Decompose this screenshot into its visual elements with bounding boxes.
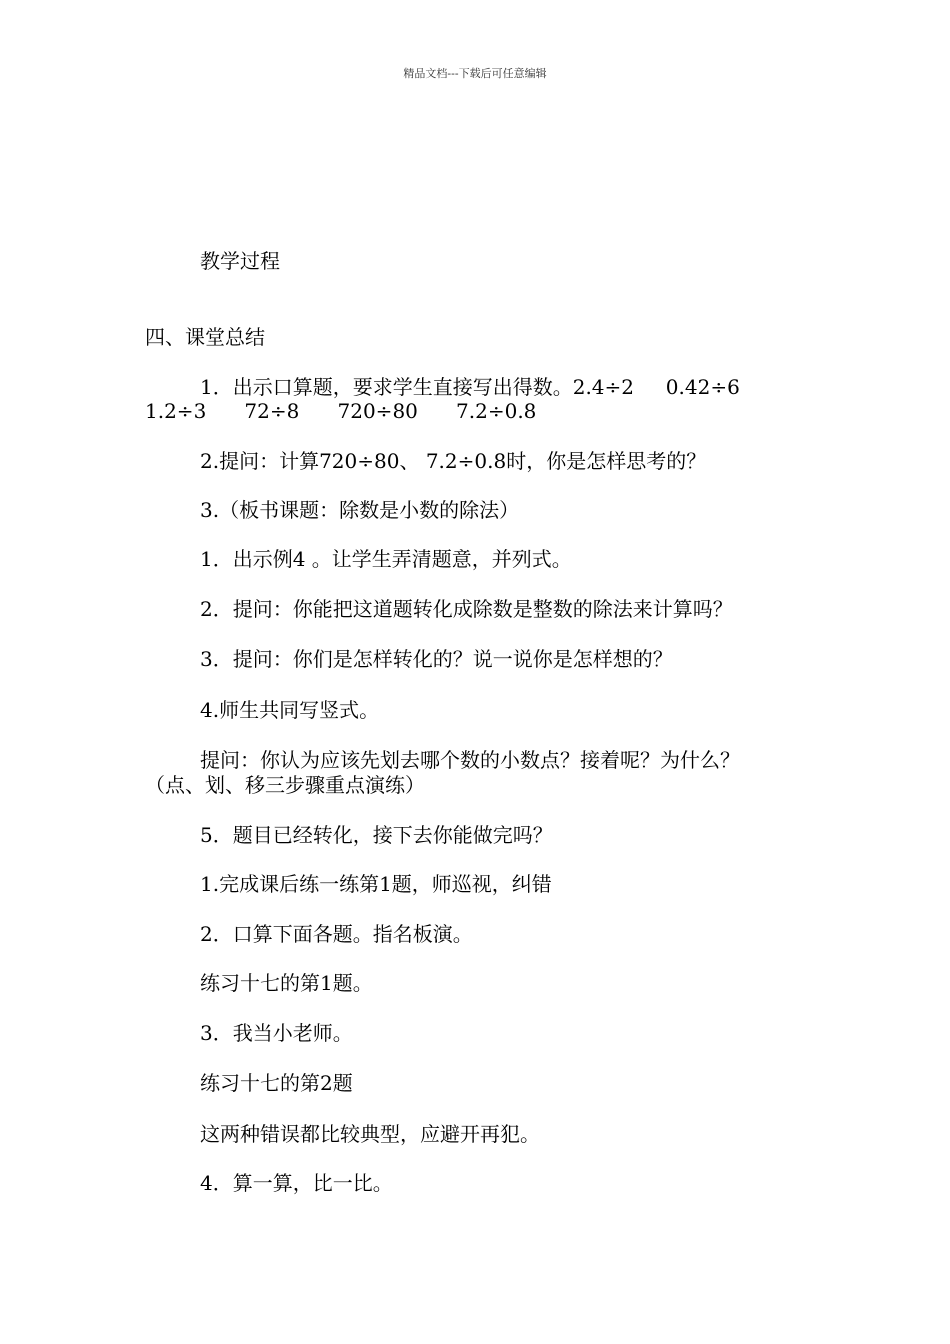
paragraph-line: 4.师生共同写竖式。 (200, 698, 380, 722)
paragraph-line: 4．算一算，比一比。 (200, 1171, 393, 1195)
paragraph-line: 3．我当小老师。 (200, 1021, 353, 1045)
paragraph-line: 1．出示例4 。让学生弄清题意，并列式。 (200, 547, 572, 571)
section-title: 四、课堂总结 (145, 325, 265, 349)
paragraph-line: 练习十七的第2题 (200, 1071, 353, 1095)
paragraph-line: 练习十七的第1题。 (200, 971, 373, 995)
paragraph-line: 这两种错误都比较典型，应避开再犯。 (200, 1122, 540, 1146)
paragraph-line: 提问：你认为应该先划去哪个数的小数点？接着呢？为什么？ (200, 748, 740, 772)
paragraph-line: 1.2÷3 72÷8 720÷80 7.2÷0.8 (145, 399, 537, 423)
paragraph-line: （点、划、移三步骤重点演练） (145, 773, 425, 797)
page-header: 精品文档---下载后可任意编辑 (403, 67, 547, 80)
paragraph-line: 2.提问：计算720÷80、 7.2÷0.8时，你是怎样思考的？ (200, 449, 707, 473)
section-heading: 教学过程 (200, 249, 280, 273)
paragraph-line: 5．题目已经转化，接下去你能做完吗？ (200, 823, 553, 847)
paragraph-line: 3.（板书课题：除数是小数的除法） (200, 498, 520, 522)
paragraph-line: 1.完成课后练一练第1题，师巡视，纠错 (200, 872, 552, 896)
paragraph-line: 3．提问：你们是怎样转化的？说一说你是怎样想的？ (200, 647, 673, 671)
paragraph-line: 2．提问：你能把这道题转化成除数是整数的除法来计算吗？ (200, 597, 733, 621)
paragraph-line: 1．出示口算题，要求学生直接写出得数。2.4÷2 0.42÷6 (200, 375, 740, 399)
paragraph-line: 2．口算下面各题。指名板演。 (200, 922, 473, 946)
